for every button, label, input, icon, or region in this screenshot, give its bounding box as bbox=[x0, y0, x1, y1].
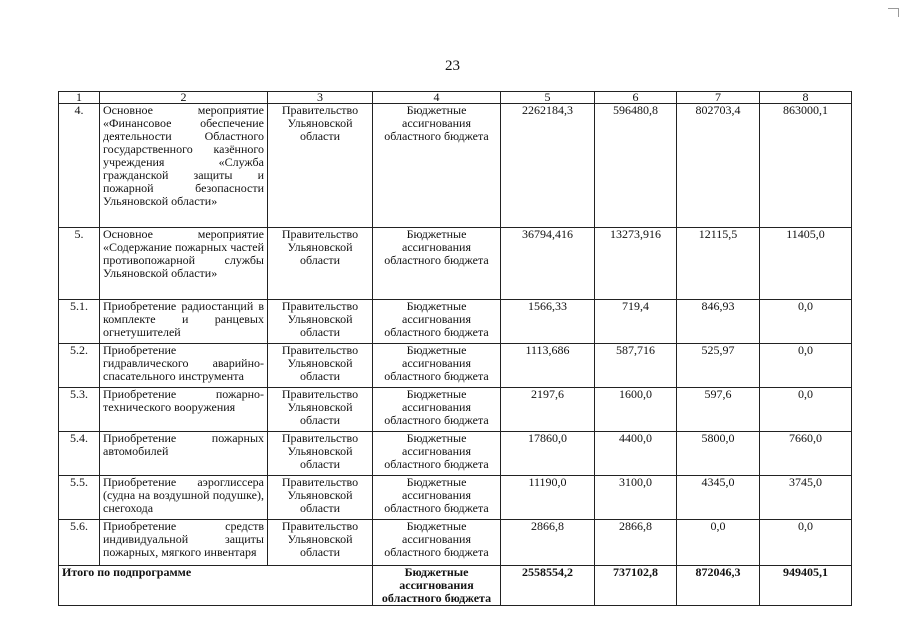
amount-year-1: 4400,0 bbox=[595, 432, 677, 476]
table-row bbox=[59, 344, 852, 388]
executor: Правительство Ульяновской области bbox=[268, 432, 373, 476]
amount-year-3: 7660,0 bbox=[760, 432, 852, 476]
measure-name: Приобретение радиостанций в комплекте и ранцевых огнетушителей bbox=[100, 300, 268, 344]
funding-source: Бюджетные ассигнования областного бюджета bbox=[373, 388, 501, 432]
amount-total: 11190,0 bbox=[501, 476, 595, 520]
executor: Правительство Ульяновской области bbox=[268, 104, 373, 228]
column-header: 8 bbox=[760, 92, 852, 104]
column-header: 3 bbox=[268, 92, 373, 104]
column-header: 4 bbox=[373, 92, 501, 104]
amount-year-2: 5800,0 bbox=[677, 432, 760, 476]
funding-source: Бюджетные ассигнования областного бюджета bbox=[373, 344, 501, 388]
page-number: 23 bbox=[445, 58, 460, 74]
amount-year-3: 11405,0 bbox=[760, 228, 852, 300]
funding-source: Бюджетные ассигнования областного бюджета bbox=[373, 520, 501, 566]
column-header: 7 bbox=[677, 92, 760, 104]
column-header: 6 bbox=[595, 92, 677, 104]
measure-name: Приобретение гидравлического аварийно-спасательного инструмента bbox=[100, 344, 268, 388]
amount-year-3: 0,0 bbox=[760, 300, 852, 344]
amount-year-1: 2866,8 bbox=[595, 520, 677, 566]
funding-source: Бюджетные ассигнования областного бюджета bbox=[373, 228, 501, 300]
executor: Правительство Ульяновской области bbox=[268, 344, 373, 388]
executor: Правительство Ульяновской области bbox=[268, 228, 373, 300]
table-row bbox=[59, 300, 852, 344]
measure-name: Основное мероприятие «Содержание пожарных частей противопожарной службы Ульяновской области» bbox=[100, 228, 268, 300]
column-header: 1 bbox=[59, 92, 100, 104]
amount-year-3: 863000,1 bbox=[760, 104, 852, 228]
table-row bbox=[59, 520, 852, 566]
table-row bbox=[59, 104, 852, 228]
measure-name: Приобретение аэроглиссера (судна на воздушной подушке), снегохода bbox=[100, 476, 268, 520]
amount-year-3: 949405,1 bbox=[760, 566, 852, 606]
amount-year-3: 0,0 bbox=[760, 388, 852, 432]
amount-total: 2558554,2 bbox=[501, 566, 595, 606]
funding-source: Бюджетные ассигнования областного бюджета bbox=[373, 476, 501, 520]
amount-year-1: 587,716 bbox=[595, 344, 677, 388]
measure-name: Приобретение средств индивидуальной защиты пожарных, мягкого инвентаря bbox=[100, 520, 268, 566]
funding-source: Бюджетные ассигнования областного бюджета bbox=[373, 104, 501, 228]
amount-year-1: 596480,8 bbox=[595, 104, 677, 228]
funding-source: Бюджетные ассигнования областного бюджета bbox=[373, 432, 501, 476]
amount-year-1: 13273,916 bbox=[595, 228, 677, 300]
row-number: 5.6. bbox=[59, 520, 100, 566]
amount-year-2: 872046,3 bbox=[677, 566, 760, 606]
amount-year-2: 597,6 bbox=[677, 388, 760, 432]
executor: Правительство Ульяновской области bbox=[268, 300, 373, 344]
amount-year-1: 719,4 bbox=[595, 300, 677, 344]
total-label: Итого по подпрограмме bbox=[59, 566, 373, 606]
amount-total: 1113,686 bbox=[501, 344, 595, 388]
row-number: 5.3. bbox=[59, 388, 100, 432]
amount-total: 2197,6 bbox=[501, 388, 595, 432]
amount-year-2: 12115,5 bbox=[677, 228, 760, 300]
amount-year-2: 525,97 bbox=[677, 344, 760, 388]
amount-total: 2262184,3 bbox=[501, 104, 595, 228]
amount-year-2: 802703,4 bbox=[677, 104, 760, 228]
amount-total: 36794,416 bbox=[501, 228, 595, 300]
row-number: 5.4. bbox=[59, 432, 100, 476]
executor: Правительство Ульяновской области bbox=[268, 520, 373, 566]
table-row bbox=[59, 388, 852, 432]
budget-table bbox=[58, 91, 852, 606]
measure-name: Основное мероприятие «Финансовое обеспечение деятельности Областного государственного казённого учреждения «Служба гражданской защиты и пожарной безопасности Ульяновской области» bbox=[100, 104, 268, 228]
amount-total: 2866,8 bbox=[501, 520, 595, 566]
amount-year-3: 0,0 bbox=[760, 344, 852, 388]
amount-year-1: 737102,8 bbox=[595, 566, 677, 606]
row-number: 4. bbox=[59, 104, 100, 228]
table-row bbox=[59, 228, 852, 300]
measure-name: Приобретение пожарных автомобилей bbox=[100, 432, 268, 476]
amount-year-3: 3745,0 bbox=[760, 476, 852, 520]
amount-year-2: 4345,0 bbox=[677, 476, 760, 520]
scan-corner-mark bbox=[888, 8, 899, 17]
amount-year-1: 3100,0 bbox=[595, 476, 677, 520]
amount-year-1: 1600,0 bbox=[595, 388, 677, 432]
amount-year-3: 0,0 bbox=[760, 520, 852, 566]
funding-source: Бюджетные ассигнования областного бюджета bbox=[373, 566, 501, 606]
executor: Правительство Ульяновской области bbox=[268, 388, 373, 432]
table-row bbox=[59, 432, 852, 476]
row-number: 5.2. bbox=[59, 344, 100, 388]
table-row bbox=[59, 476, 852, 520]
row-number: 5. bbox=[59, 228, 100, 300]
table-header-row bbox=[59, 92, 852, 104]
total-row bbox=[59, 566, 852, 606]
executor: Правительство Ульяновской области bbox=[268, 476, 373, 520]
measure-name: Приобретение пожарно-технического вооружения bbox=[100, 388, 268, 432]
column-header: 2 bbox=[100, 92, 268, 104]
funding-source: Бюджетные ассигнования областного бюджета bbox=[373, 300, 501, 344]
row-number: 5.5. bbox=[59, 476, 100, 520]
amount-year-2: 846,93 bbox=[677, 300, 760, 344]
column-header: 5 bbox=[501, 92, 595, 104]
amount-year-2: 0,0 bbox=[677, 520, 760, 566]
amount-total: 17860,0 bbox=[501, 432, 595, 476]
amount-total: 1566,33 bbox=[501, 300, 595, 344]
row-number: 5.1. bbox=[59, 300, 100, 344]
